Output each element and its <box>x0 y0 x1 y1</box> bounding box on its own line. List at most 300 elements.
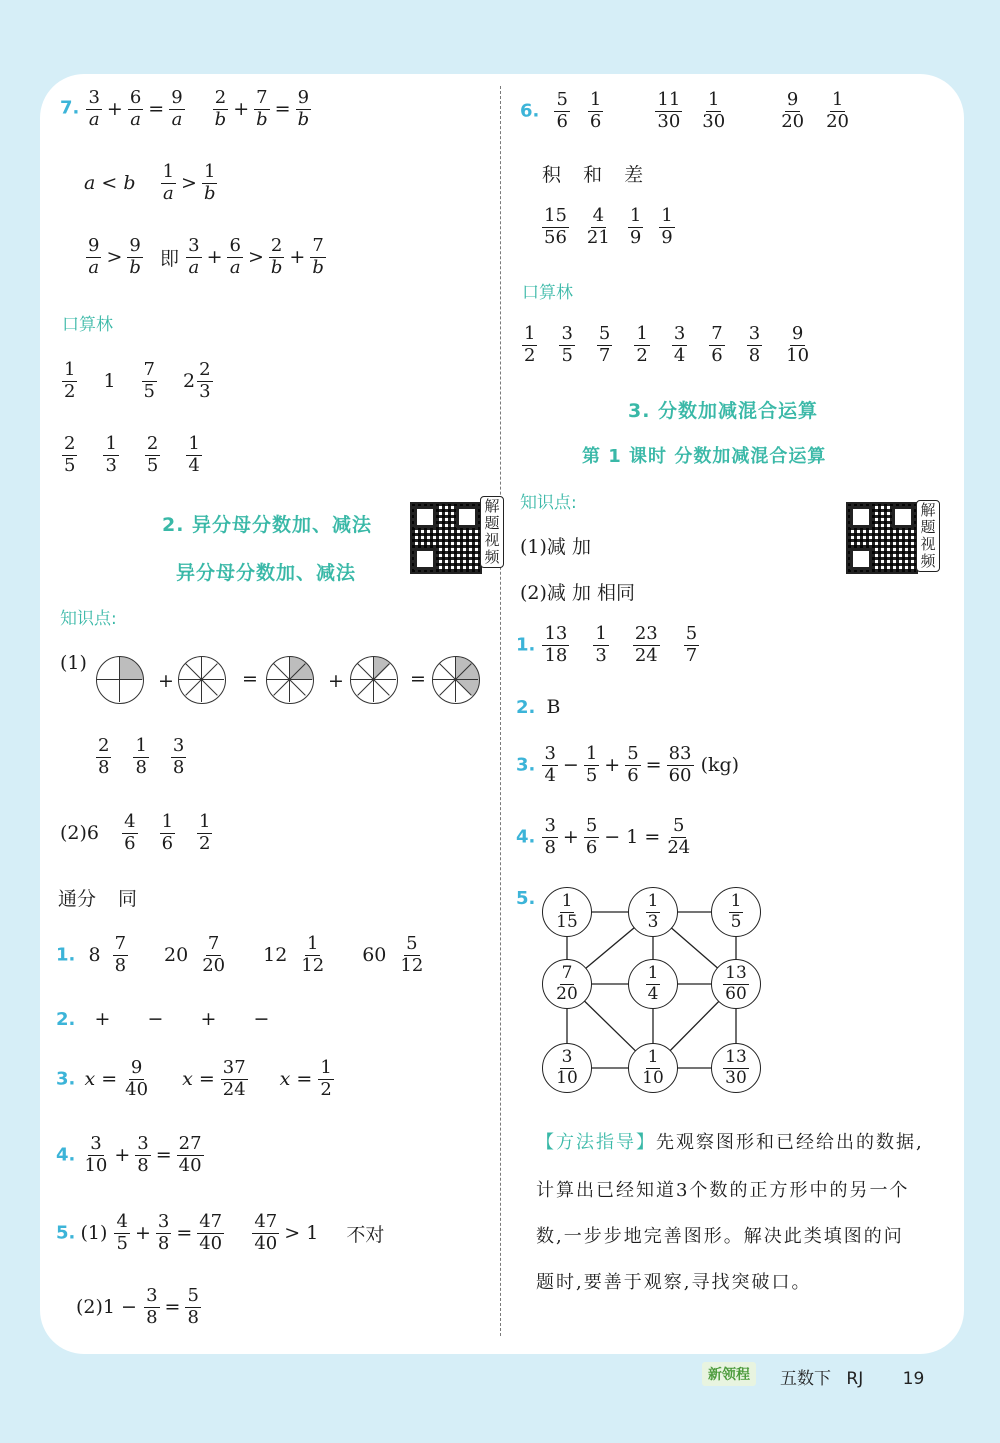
fraction <box>777 90 808 132</box>
sign-answer: − <box>147 1008 164 1030</box>
qr-code[interactable] <box>846 502 918 574</box>
numerator: 1 <box>730 890 742 911</box>
fraction <box>316 1058 335 1100</box>
graph-node <box>628 887 678 937</box>
pie-eighths-one-shaded <box>350 656 398 704</box>
numerator: 3 <box>172 735 185 756</box>
pie-eighths-empty <box>178 656 226 704</box>
denominator: 60 <box>668 764 692 786</box>
left-q2 <box>56 1008 269 1030</box>
fraction <box>101 434 120 476</box>
denominator: 24 <box>222 1078 246 1100</box>
numerator: 5 <box>556 89 568 110</box>
left-q5-part2 <box>76 1286 203 1328</box>
fraction <box>84 88 103 130</box>
numerator: 1 <box>629 205 642 226</box>
sign-answer: + <box>94 1008 111 1030</box>
numerator: 7 <box>114 933 127 954</box>
denominator: b <box>129 256 141 278</box>
denominator: 6 <box>711 344 723 366</box>
numerator: 1 <box>188 433 200 454</box>
denominator: 8 <box>146 1306 158 1328</box>
fraction <box>211 88 231 130</box>
numerator: 1 <box>307 933 319 954</box>
left-q7-row1 <box>60 88 313 130</box>
denominator: 30 <box>657 110 681 132</box>
right-q6-row1 <box>520 90 853 132</box>
denominator: a <box>229 256 241 278</box>
denominator: 40 <box>125 1078 149 1100</box>
fraction <box>623 744 642 786</box>
denominator: a <box>88 108 100 130</box>
numerator: 1 <box>524 323 536 344</box>
denominator: 6 <box>627 764 639 786</box>
qr-label: 解题视频 <box>916 500 940 572</box>
denominator: 6 <box>585 836 598 858</box>
numerator: 3 <box>157 1211 170 1232</box>
q3-expression <box>540 743 695 786</box>
denominator: 8 <box>172 756 185 778</box>
k2-row <box>60 812 214 854</box>
numerator: 5 <box>673 815 685 836</box>
denominator: 4 <box>647 983 659 1004</box>
q6-answers <box>540 205 677 248</box>
q1-answers <box>80 933 427 976</box>
operator: > <box>106 246 123 269</box>
question-number: 4. <box>56 1144 76 1166</box>
numerator: 1 <box>647 890 659 911</box>
numerator: 1 <box>105 433 117 454</box>
denominator: a <box>130 108 141 130</box>
q5-verdict: 不对 <box>346 1223 385 1246</box>
numerator: 3 <box>561 1046 573 1067</box>
denominator: 9 <box>661 226 673 248</box>
numerator: 7 <box>143 359 155 380</box>
word-cha: 差 <box>624 164 644 186</box>
graph-node <box>711 887 761 937</box>
fraction <box>540 816 559 858</box>
fraction <box>159 162 178 204</box>
fraction <box>121 1058 152 1100</box>
numerator: 9 <box>130 1057 143 1078</box>
fraction <box>782 324 813 366</box>
graph-node <box>628 1043 678 1093</box>
fraction <box>308 236 328 278</box>
numerator: 1 <box>647 962 659 983</box>
denominator: 24 <box>634 644 658 666</box>
k1-text: (1)减 加 <box>520 536 591 558</box>
word-ji: 积 <box>542 164 562 186</box>
fraction <box>582 816 601 858</box>
fraction <box>143 434 162 476</box>
right-q4 <box>516 816 694 858</box>
numerator: 15 <box>544 205 567 226</box>
numerator: 7 <box>207 933 220 954</box>
fraction <box>80 1134 111 1176</box>
numerator: 47 <box>254 1211 278 1232</box>
denominator: 5 <box>143 380 155 402</box>
denominator: 5 <box>116 1232 128 1254</box>
denominator: 5 <box>585 764 598 786</box>
fraction <box>200 162 220 204</box>
q3-answers <box>80 1057 335 1100</box>
numerator: 6 <box>229 235 241 256</box>
denominator: 10 <box>786 344 810 366</box>
fraction <box>396 934 427 976</box>
denominator: 60 <box>725 983 747 1004</box>
lcd-value: 8 <box>88 944 101 967</box>
denominator: 3 <box>105 454 117 476</box>
numerator: 1 <box>162 161 175 182</box>
q7-compare <box>84 235 145 278</box>
plus-sign: + <box>158 670 174 692</box>
fraction <box>591 624 610 666</box>
numerator: 1 <box>561 890 573 911</box>
k1-label: (1) <box>60 652 87 674</box>
denominator: 21 <box>586 226 610 248</box>
method-line-1 <box>536 1128 924 1154</box>
denominator: 18 <box>544 644 568 666</box>
question-number: 1. <box>516 634 536 656</box>
denominator: 2 <box>320 1078 332 1100</box>
fraction <box>663 816 694 858</box>
qr-code[interactable] <box>410 502 482 574</box>
fraction <box>94 736 113 778</box>
numerator: 1 <box>831 89 844 110</box>
fraction <box>158 812 177 854</box>
operator: > <box>247 246 264 269</box>
fraction <box>111 934 130 976</box>
tongfen-text: 通分 <box>58 888 97 910</box>
fraction <box>84 236 103 278</box>
numerator: 5 <box>598 323 611 344</box>
fraction <box>822 90 853 132</box>
fraction <box>552 1048 582 1088</box>
method-label: 【方法指导】 <box>536 1132 656 1153</box>
numerator: 2 <box>146 433 159 454</box>
lesson-title: 第 1 课时 分数加减混合运算 <box>582 446 827 467</box>
denominator: 3 <box>647 911 659 932</box>
pie-eighths-two-shaded <box>266 656 314 704</box>
left-kousuan-row1 <box>60 360 215 402</box>
denominator: 5 <box>64 454 76 476</box>
denominator: 8 <box>157 1232 170 1254</box>
denominator: 8 <box>187 1306 199 1328</box>
fraction <box>195 812 214 854</box>
graph-node <box>542 959 592 1009</box>
numerator: 1 <box>64 359 76 380</box>
fraction <box>653 90 684 132</box>
numerator: 1 <box>647 1046 659 1067</box>
fraction <box>60 434 79 476</box>
fraction <box>583 206 614 248</box>
left-q4 <box>56 1134 206 1176</box>
sign-answer: + <box>200 1008 217 1030</box>
operator: = <box>164 1296 181 1319</box>
pie-quarter-shaded <box>96 656 144 704</box>
left-q7-row2 <box>84 162 220 204</box>
denominator: 4 <box>673 344 686 366</box>
part-label: (2)1 − <box>76 1296 137 1319</box>
right-q6-row3 <box>540 206 677 248</box>
equals-sign: = <box>410 668 426 690</box>
graph-node <box>542 1043 592 1093</box>
q5-expression-2 <box>142 1285 203 1328</box>
q3-unit: (kg) <box>700 754 740 777</box>
denominator: 20 <box>202 954 226 976</box>
question-number: 4. <box>516 826 536 848</box>
fraction <box>60 360 79 402</box>
fraction <box>632 324 651 366</box>
denominator: 8 <box>114 954 127 976</box>
numerator: 13 <box>725 1046 747 1067</box>
edition-label: RJ <box>846 1369 864 1389</box>
operator: + <box>604 754 621 777</box>
question-number: 1. <box>56 944 76 966</box>
numerator: 11 <box>657 89 681 110</box>
fraction <box>665 744 696 786</box>
denominator: a <box>88 256 100 278</box>
denominator: 40 <box>254 1232 278 1254</box>
denominator: a <box>188 256 200 278</box>
fraction <box>552 892 582 932</box>
tong-text: 同 <box>118 888 138 910</box>
denominator: 5 <box>146 454 159 476</box>
left-q5-part1 <box>56 1212 384 1254</box>
fraction <box>219 1058 250 1100</box>
numerator: 1 <box>199 811 211 832</box>
method-text: 数,一步步地完善图形。解决此类填图的问 <box>536 1226 904 1247</box>
fraction <box>670 324 689 366</box>
denominator: b <box>203 182 216 204</box>
numerator: 9 <box>786 89 799 110</box>
denominator: 6 <box>124 832 136 854</box>
numerator: 4 <box>592 205 605 226</box>
numerator: 83 <box>668 743 692 764</box>
q7-conclusion <box>184 235 328 278</box>
numerator: 5 <box>585 815 598 836</box>
denominator: 5 <box>561 344 573 366</box>
operator: + <box>289 246 306 269</box>
fraction <box>198 934 229 976</box>
denominator: 56 <box>544 226 567 248</box>
denominator: 20 <box>556 983 578 1004</box>
denominator: 6 <box>161 832 174 854</box>
fraction <box>184 434 203 476</box>
denominator: a <box>162 182 174 204</box>
operator: = <box>176 1222 193 1245</box>
denominator: 12 <box>301 954 325 976</box>
numerator: 37 <box>222 1057 246 1078</box>
left-kousuan-row2 <box>60 434 204 476</box>
numerator: 4 <box>124 811 136 832</box>
sign-answer: − <box>253 1008 270 1030</box>
tongfen-row <box>58 884 137 911</box>
fraction <box>175 1134 206 1176</box>
graph-node <box>542 887 592 937</box>
numerator: 1 <box>161 811 174 832</box>
numerator: 1 <box>204 161 216 182</box>
q5-expression <box>112 1211 226 1254</box>
denominator: 6 <box>589 110 602 132</box>
fraction <box>184 236 203 278</box>
kousuan-answers <box>520 323 813 366</box>
k1-fraction-list <box>94 735 188 778</box>
method-text: 计算出已经知道3个数的正方形中的另一个 <box>536 1180 910 1201</box>
numerator: 3 <box>748 323 761 344</box>
kousuan-answers-2 <box>60 433 204 476</box>
right-q6-words <box>542 160 643 187</box>
fraction <box>183 1286 202 1328</box>
column-divider <box>500 86 501 1336</box>
kousuan-answers-1 <box>60 359 215 402</box>
method-text: 题时,要善于观察,寻找突破口。 <box>536 1272 812 1293</box>
numerator: 4 <box>116 1211 128 1232</box>
part-label: (1) <box>80 1222 108 1245</box>
graph-node <box>711 959 761 1009</box>
denominator: 2 <box>524 344 536 366</box>
ji-text: 即 <box>160 247 180 270</box>
operator: + <box>106 98 123 121</box>
denominator: 4 <box>544 764 556 786</box>
operator: + <box>233 98 250 121</box>
operator: = <box>645 754 662 777</box>
numerator: 5 <box>406 933 418 954</box>
numerator: 1 <box>320 1057 332 1078</box>
fraction <box>707 324 726 366</box>
qr-label: 解题视频 <box>480 496 504 568</box>
q4-expression <box>80 1133 205 1176</box>
denominator: 10 <box>642 1067 664 1088</box>
denominator: a <box>171 108 183 130</box>
fraction <box>250 1212 281 1254</box>
section-title: 3. 分数加减混合运算 <box>628 400 819 422</box>
denominator: 30 <box>702 110 726 132</box>
lcd-value: 20 <box>164 944 189 967</box>
numerator: 1 <box>589 89 602 110</box>
fraction <box>167 88 186 130</box>
denominator: 12 <box>400 954 424 976</box>
question-number: 2. <box>516 697 536 718</box>
fraction <box>294 88 314 130</box>
fraction <box>133 1134 152 1176</box>
denominator: 2 <box>636 344 648 366</box>
knowledge-label: 知识点: <box>60 609 117 629</box>
numerator: 6 <box>129 87 142 108</box>
numerator: 3 <box>88 87 100 108</box>
denominator: 6 <box>556 110 568 132</box>
fraction <box>727 892 746 932</box>
fraction <box>154 1212 173 1254</box>
fraction <box>540 624 571 666</box>
denominator: b <box>214 108 227 130</box>
kousuan-label: 口算林 <box>522 283 573 303</box>
denominator: 7 <box>685 644 698 666</box>
fraction <box>745 324 764 366</box>
fraction <box>131 736 150 778</box>
q7-expression <box>84 87 313 130</box>
q5-compare <box>250 1211 321 1254</box>
denominator: 10 <box>84 1154 108 1176</box>
numerator: 5 <box>187 1285 199 1306</box>
fraction <box>638 1048 668 1088</box>
denominator: 7 <box>598 344 611 366</box>
fraction <box>112 1212 131 1254</box>
numerator: 47 <box>199 1211 223 1232</box>
denominator: 4 <box>188 454 200 476</box>
fraction <box>120 812 139 854</box>
fraction <box>552 90 571 132</box>
numerator: 7 <box>561 962 573 983</box>
question-number: 5. <box>516 888 536 909</box>
operator: = <box>274 98 291 121</box>
pie-eighths-three-shaded <box>432 656 480 704</box>
numerator: 23 <box>634 623 658 644</box>
denominator: b <box>270 256 283 278</box>
denominator: 8 <box>137 1154 149 1176</box>
numerator: 9 <box>88 235 100 256</box>
numerator: 3 <box>90 1133 102 1154</box>
variable-label: x = <box>279 1068 313 1091</box>
fraction <box>644 892 663 932</box>
numerator: 5 <box>685 623 698 644</box>
fraction <box>183 360 215 402</box>
denominator: b <box>312 256 324 278</box>
fraction <box>142 1286 161 1328</box>
footer-info <box>780 1364 924 1389</box>
operator: > <box>181 172 197 195</box>
fraction <box>698 90 729 132</box>
right-kousuan-row <box>520 324 813 366</box>
numerator: 3 <box>561 323 573 344</box>
numerator: 2 <box>98 735 110 756</box>
operator: + <box>562 826 579 849</box>
denominator: 8 <box>135 756 147 778</box>
fraction <box>557 324 576 366</box>
question-number: 5. <box>56 1222 76 1244</box>
fraction <box>140 360 159 402</box>
variable-label: x = <box>84 1068 118 1091</box>
fraction <box>520 324 539 366</box>
q7-inequality-text: a < b <box>84 172 136 195</box>
fraction <box>125 236 145 278</box>
denominator: 5 <box>730 911 742 932</box>
numerator: 27 <box>178 1133 202 1154</box>
denominator: b <box>256 108 268 130</box>
denominator: 10 <box>556 1067 578 1088</box>
numerator: 3 <box>673 323 686 344</box>
fraction <box>540 744 559 786</box>
numerator: 9 <box>791 323 804 344</box>
numerator: 3 <box>544 743 556 764</box>
operator: > 1 <box>284 1222 319 1245</box>
denominator: 20 <box>826 110 849 132</box>
numerator: 3 <box>544 815 556 836</box>
denominator: 2 <box>64 380 76 402</box>
k2-fraction-list <box>120 811 214 854</box>
question-number: 7. <box>60 97 80 119</box>
denominator: b <box>297 108 310 130</box>
fraction <box>267 236 287 278</box>
numerator: 1 <box>135 735 147 756</box>
denominator: 8 <box>98 756 110 778</box>
fraction <box>657 206 676 248</box>
q6-pairs <box>544 89 853 132</box>
denominator: 15 <box>556 911 578 932</box>
operator: + <box>134 1222 151 1245</box>
numerator: 7 <box>312 235 324 256</box>
value: 1 <box>103 370 116 393</box>
